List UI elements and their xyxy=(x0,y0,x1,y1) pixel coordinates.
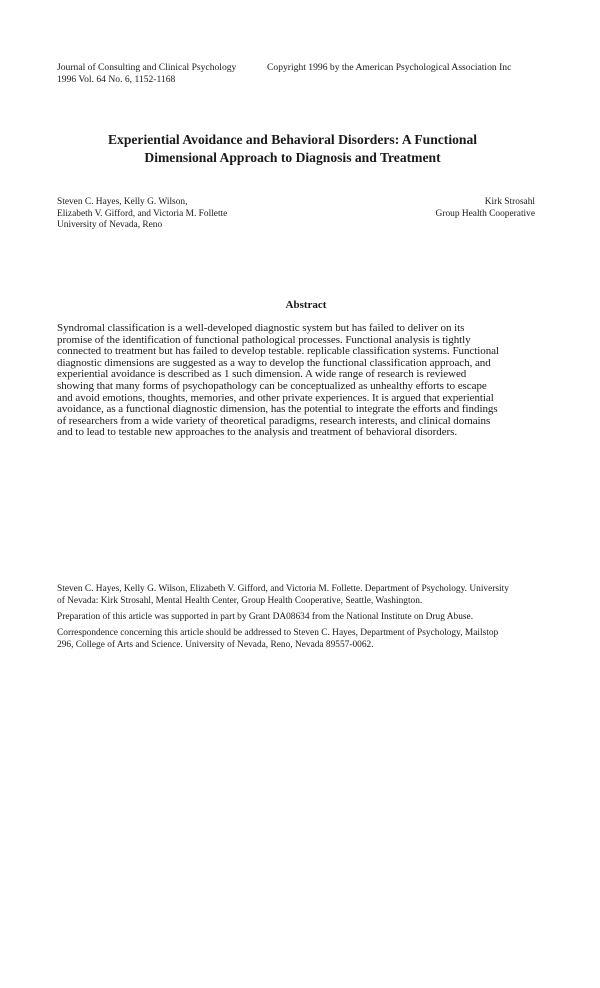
citation-line: 1996 Vol. 64 No. 6, 1152-1168 xyxy=(57,74,176,85)
abstract-line: and to lead to testable new approaches to the analysis and treatment of behavioral disorders. xyxy=(57,426,458,439)
article-title xyxy=(40,131,545,167)
abstract-line: promise of the identification of functional pathological processes. Functional analysis is tightly xyxy=(57,333,471,346)
abstract-line: diagnostic dimensions are suggested as a way to develop the functional classification approach, and xyxy=(57,356,491,369)
footnote-line: Steven C. Hayes, Kelly G. Wilson, Elizabeth V. Gifford, and Victoria M. Follette. Department of Psychology. University xyxy=(57,584,509,594)
author-note-funding xyxy=(57,612,547,624)
author-line: Steven C. Hayes, Kelly G. Wilson, xyxy=(57,197,188,207)
copyright-notice: Copyright 1996 by the American Psychological Association Inc xyxy=(267,62,512,73)
abstract-line: of researchers from a wide variety of theoretical paradigms, research interests, and clinical domains xyxy=(57,414,491,427)
authors-right-column xyxy=(436,197,535,220)
header-row xyxy=(57,62,547,74)
abstract-heading: Abstract xyxy=(285,299,327,311)
abstract-line: connected to treatment but has failed to develop testable. replicable classification systems. Functional xyxy=(57,345,499,358)
journal-header xyxy=(57,62,547,86)
abstract-line: Syndromal classification is a well-developed diagnostic system but has failed to deliver on its xyxy=(57,322,465,334)
author-line: Elizabeth V. Gifford, and Victoria M. Follette xyxy=(57,208,228,219)
footnote-line: of Nevada: Kirk Strosahl, Mental Health Center, Group Health Cooperative, Seattle, Washington. xyxy=(57,595,423,606)
author-affiliation: University of Nevada, Reno xyxy=(57,220,163,230)
authors-left-column xyxy=(57,197,227,232)
abstract-line: avoidance, as a functional diagnostic dimension, has the potential to integrate the efforts and findings xyxy=(57,403,498,416)
author-affiliation: Group Health Cooperative xyxy=(435,208,535,219)
author-notes xyxy=(57,584,547,656)
abstract-line: and avoid emotions, thoughts, memories, and other private experiences. It is argued that experiential xyxy=(57,391,494,404)
abstract-line: showing that many forms of psychopathology can be conceptualized as unhealthy efforts to escape xyxy=(57,379,487,392)
title-line-2: Dimensional Approach to Diagnosis and Treatment xyxy=(144,150,441,165)
author-note-affiliations xyxy=(57,584,547,607)
footnote-line: 296, College of Arts and Science. University of Nevada, Reno, Nevada 89557-0062. xyxy=(57,639,374,650)
author-line: Kirk Strosahl xyxy=(484,197,535,207)
title-line-1: Experiential Avoidance and Behavioral Disorders: A Functional xyxy=(107,132,478,147)
footnote-line: Correspondence concerning this article should be addressed to Steven C. Hayes, Department of Psychology, Mailstop xyxy=(57,627,499,638)
abstract-body xyxy=(57,323,547,439)
journal-name: Journal of Consulting and Clinical Psychology xyxy=(57,62,237,73)
author-note-correspondence xyxy=(57,628,547,651)
footnote-line: Preparation of this article was supported in part by Grant DA08634 from the National Institute on Drug Abuse. xyxy=(57,611,474,622)
abstract-line: experiential avoidance is described as 1 such dimension. A wide range of research is reviewed xyxy=(57,368,467,381)
